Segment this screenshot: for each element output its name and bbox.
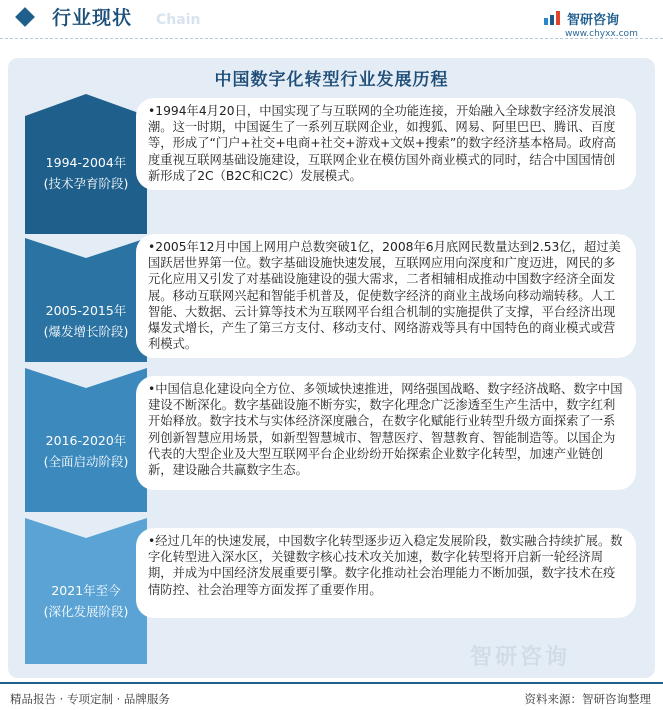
footer-services: 精品报告 · 专项定制 · 品牌服务 bbox=[10, 692, 170, 706]
stage-3-card: •中国信息化建设向全方位、多领域快速推进，网络强国战略、数字经济战略、数字中国建设不断深化。数字基础设施不断夯实，数字化理念广泛渗透至生产生活中，数字红利开始释放。数字技术与实体经济深度融合，在数字化赋能行业转型升级方面探索了一系列创新智慧应用场景，如新型智慧城市、智慧医疗、智慧教育、智能制造等。以国企为代表的大型企业及大型互联网平台企业纷纷开始探索企业数字化转型，加速产业链创新，建设融合共赢数字生态。 bbox=[136, 376, 636, 490]
footer-source: 资料来源：智研咨询整理 bbox=[524, 692, 651, 706]
header-watermark: Chain bbox=[156, 12, 201, 28]
footer-bar bbox=[0, 682, 663, 684]
stage-3-phase: (全面启动阶段) bbox=[43, 454, 129, 469]
stage-4-years: 2021年至今 bbox=[51, 583, 121, 598]
stage-4-card: •经过几年的快速发展，中国数字化转型逐步迈入稳定发展阶段，数实融合持续扩展。数字化转型进入深水区，关键数字核心技术攻关加速，数字化转型将开启新一轮经济周期，并成为中国经济发展重要引擎。数字化推动社会治理能力不断加强，数字技术在疫情防控、社会治理等方面发挥了重要作用。 bbox=[136, 528, 636, 618]
page-title: 行业现状 bbox=[52, 7, 133, 29]
stage-2 bbox=[25, 238, 147, 362]
timeline-title: 中国数字化转型行业发展历程 bbox=[214, 70, 449, 90]
stage-4 bbox=[25, 518, 147, 664]
stage-3 bbox=[25, 368, 147, 512]
chart-logo-icon bbox=[543, 10, 563, 26]
stage-1-years: 1994-2004年 bbox=[45, 155, 127, 170]
stage-2-phase: (爆发增长阶段) bbox=[43, 324, 129, 339]
page-footer bbox=[0, 682, 663, 710]
stage-2-card: •2005年12月中国上网用户总数突破1亿，2008年6月底网民数量达到2.53亿，超过美国跃居世界第一位。数字基础设施快速发展，互联网应用向深度和广度迈进，网民的多元化应用又引发了对基础设施建设的强大需求，二者相辅相成推动中国数字经济全面发展。移动互联网兴起和智能手机普及，促使数字经济的商业主战场向移动端转移。人工智能、大数据、云计算等技术为互联网平台组合机制的实施提供了支撑，平台经济出现爆发式增长，产生了第三方支付、移动支付、网络游戏等具有中国特色的商业模式或营利模式。 bbox=[136, 234, 636, 358]
brand-logo[interactable] bbox=[543, 8, 653, 42]
diamond-icon bbox=[15, 7, 35, 27]
brand-url[interactable]: www.chyxx.com bbox=[565, 29, 638, 39]
stage-4-phase: (深化发展阶段) bbox=[43, 604, 129, 619]
stage-1 bbox=[25, 94, 147, 234]
stage-1-card: •1994年4月20日，中国实现了与互联网的全功能连接，开始融入全球数字经济发展浪潮。这一时期，中国诞生了一系列互联网企业，如搜狐、网易、阿里巴巴、腾讯、百度等，形成了“门户+社交+电商+社交+游戏+文娱+搜索”的数字经济基本格局。政府高度重视互联网基础设施建设，互联网企业在模仿国外商业模式的同时，结合中国国情创新形成了2C（B2C和C2C）发展模式。 bbox=[136, 98, 636, 190]
watermark: 智研咨询 bbox=[470, 645, 571, 670]
stage-1-phase: (技术孕育阶段) bbox=[43, 176, 129, 191]
stage-3-years: 2016-2020年 bbox=[45, 433, 127, 448]
stage-2-years: 2005-2015年 bbox=[45, 303, 127, 318]
timeline-panel bbox=[8, 58, 655, 678]
brand-name: 智研咨询 bbox=[567, 13, 620, 28]
